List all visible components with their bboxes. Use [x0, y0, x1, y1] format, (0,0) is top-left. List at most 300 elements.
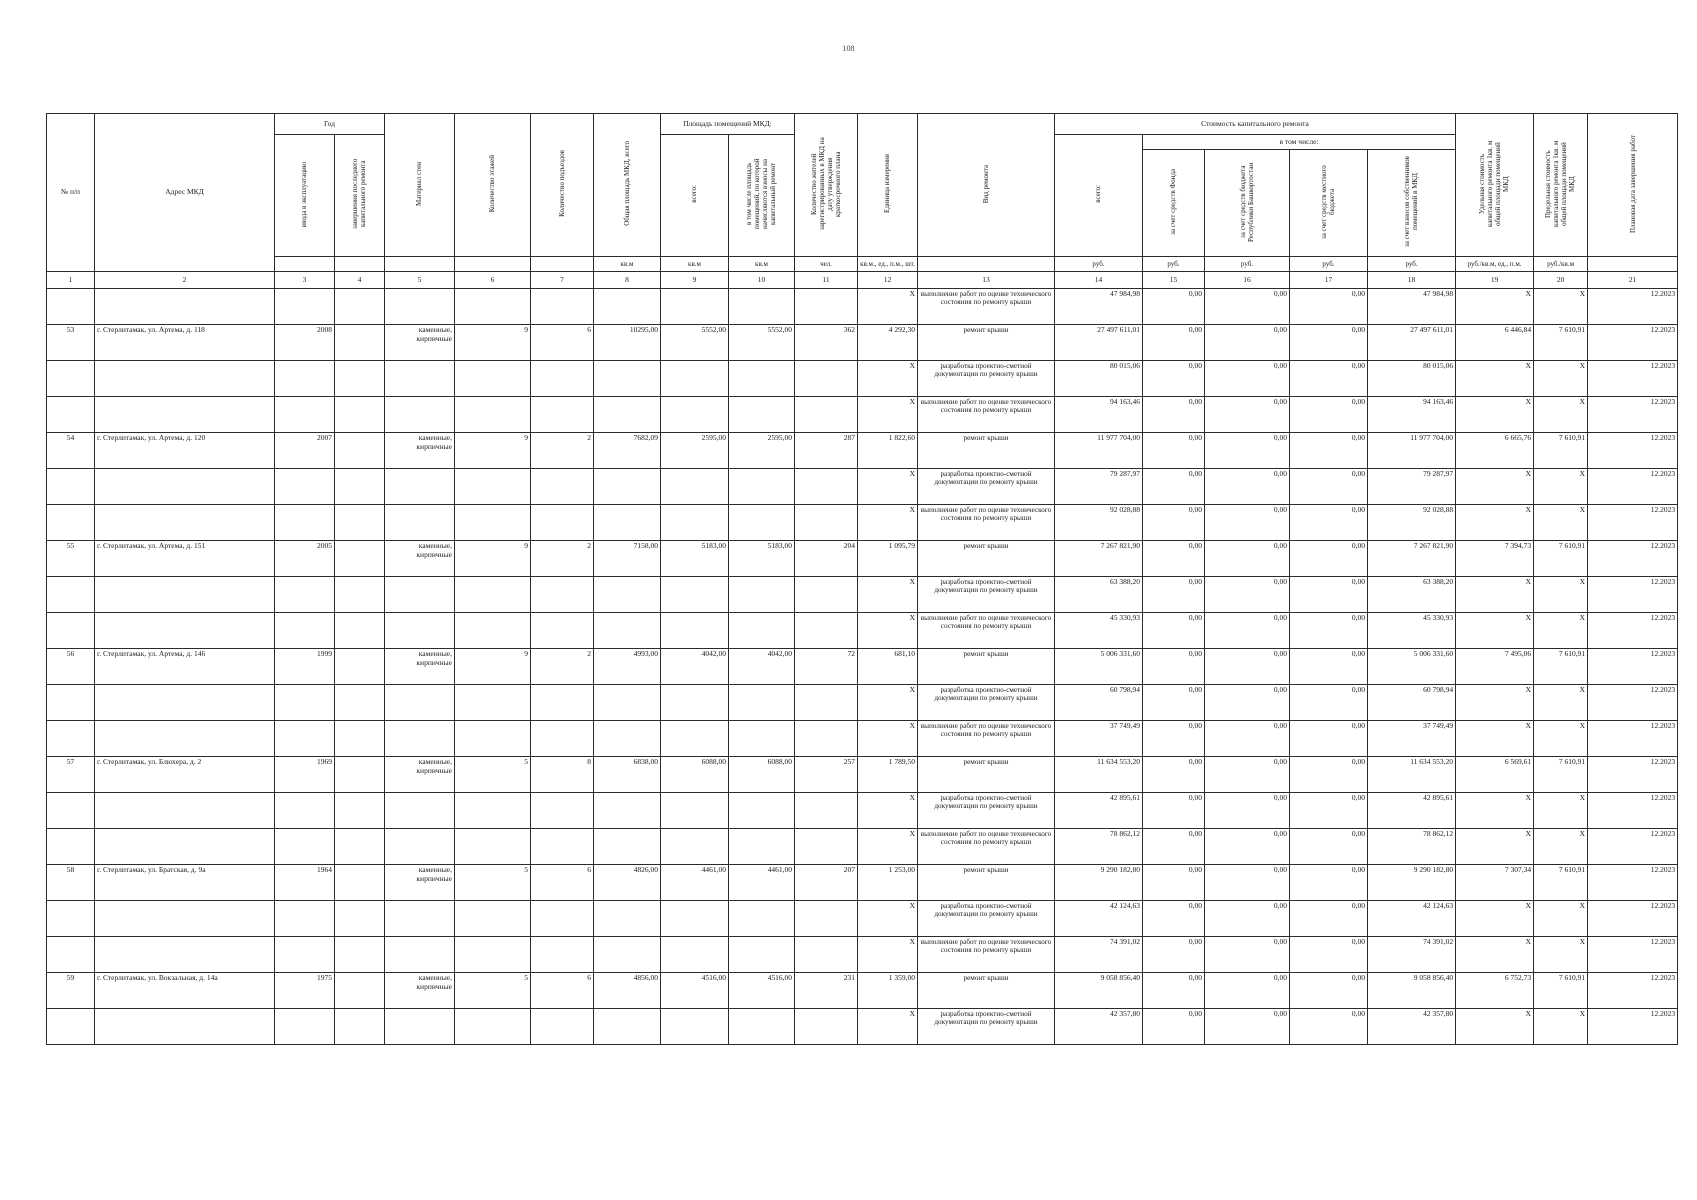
entrances-cell — [531, 505, 594, 541]
repair-type-cell: разработка проектно-сметной документации по ремонту крыши — [918, 685, 1055, 721]
area-contrib-cell — [729, 289, 795, 325]
max-cost-cell: X — [1534, 289, 1588, 325]
total-area-cell: 4856,00 — [594, 973, 661, 1009]
cost-local-cell: 0,00 — [1290, 721, 1368, 757]
wall-material-cell — [385, 289, 455, 325]
area-total-cell: 4516,00 — [661, 973, 729, 1009]
cost-owners-cell: 47 984,98 — [1368, 289, 1456, 325]
unit-value-cell: X — [858, 1009, 918, 1045]
wall-material-cell — [385, 577, 455, 613]
cost-republic-cell: 0,00 — [1205, 541, 1290, 577]
column-number: 2 — [95, 272, 275, 289]
area-contrib-cell — [729, 577, 795, 613]
area-total-cell — [661, 613, 729, 649]
entrances-cell — [531, 577, 594, 613]
unit-value-cell: X — [858, 937, 918, 973]
cost-owners-cell: 42 357,80 — [1368, 1009, 1456, 1045]
repair-type-cell: разработка проектно-сметной документации по ремонту крыши — [918, 901, 1055, 937]
cost-fund-cell: 0,00 — [1143, 721, 1205, 757]
floors-cell — [455, 505, 531, 541]
cost-fund-cell: 0,00 — [1143, 577, 1205, 613]
unit-value-cell: X — [858, 793, 918, 829]
cost-total-cell: 7 267 821,90 — [1055, 541, 1143, 577]
header-unit-cost: Удельная стоимость капитального ремонта 1кв. м общей площади помещений МКД — [1456, 114, 1534, 257]
year-last-repair-cell — [335, 577, 385, 613]
header-cost-sub: в том числе: — [1143, 135, 1456, 150]
header-year-commissioned: ввода в эксплуатацию — [275, 135, 335, 257]
max-cost-cell: X — [1534, 469, 1588, 505]
cost-owners-cell: 9 058 856,40 — [1368, 973, 1456, 1009]
cost-total-cell: 78 862,12 — [1055, 829, 1143, 865]
header-row-number: № п/п — [47, 114, 95, 272]
cost-republic-cell: 0,00 — [1205, 865, 1290, 901]
year-last-repair-cell — [335, 505, 385, 541]
plan-date-cell: 12.2023 — [1588, 577, 1678, 613]
total-area-cell — [594, 937, 661, 973]
repair-type-cell: ремонт крыши — [918, 865, 1055, 901]
header-plan-date: Плановая дата завершения работ — [1588, 114, 1678, 257]
floors-cell — [455, 937, 531, 973]
address-cell — [95, 829, 275, 865]
unit-value-cell: 1 822,60 — [858, 433, 918, 469]
table-row — [47, 397, 1678, 433]
entrances-cell — [531, 469, 594, 505]
unit-value-cell: X — [858, 721, 918, 757]
area-total-cell: 6088,00 — [661, 757, 729, 793]
cost-republic-cell: 0,00 — [1205, 577, 1290, 613]
table-row — [47, 1009, 1678, 1045]
area-total-cell — [661, 721, 729, 757]
unit-cost-cell: X — [1456, 829, 1534, 865]
floors-cell — [455, 289, 531, 325]
year-commissioned-cell: 1964 — [275, 865, 335, 901]
address-cell — [95, 721, 275, 757]
cost-total-cell: 74 391,02 — [1055, 937, 1143, 973]
table-header — [47, 114, 1678, 289]
cost-local-cell: 0,00 — [1290, 469, 1368, 505]
plan-date-cell: 12.2023 — [1588, 541, 1678, 577]
cost-local-cell: 0,00 — [1290, 325, 1368, 361]
total-area-cell: 6838,00 — [594, 757, 661, 793]
plan-date-cell: 12.2023 — [1588, 649, 1678, 685]
max-cost-cell: X — [1534, 577, 1588, 613]
unit-value-cell: X — [858, 901, 918, 937]
cost-fund-cell: 0,00 — [1143, 289, 1205, 325]
cost-local-cell: 0,00 — [1290, 577, 1368, 613]
total-area-cell: 7158,00 — [594, 541, 661, 577]
area-total-cell — [661, 1009, 729, 1045]
residents-cell: 287 — [795, 433, 858, 469]
unit-cost-cell: X — [1456, 613, 1534, 649]
cost-owners-cell: 11 977 704,00 — [1368, 433, 1456, 469]
unit-cost-cell: 7 495,06 — [1456, 649, 1534, 685]
plan-date-cell: 12.2023 — [1588, 469, 1678, 505]
max-cost-cell: 7 610,91 — [1534, 865, 1588, 901]
entrances-cell — [531, 289, 594, 325]
plan-date-cell: 12.2023 — [1588, 1009, 1678, 1045]
address-cell — [95, 361, 275, 397]
cost-owners-cell: 42 124,63 — [1368, 901, 1456, 937]
cost-local-cell: 0,00 — [1290, 433, 1368, 469]
cost-local-cell: 0,00 — [1290, 1009, 1368, 1045]
unit-cost-cell: X — [1456, 721, 1534, 757]
year-commissioned-cell: 1975 — [275, 973, 335, 1009]
unit-cost-cell: X — [1456, 577, 1534, 613]
cost-local-cell: 0,00 — [1290, 829, 1368, 865]
max-cost-cell: X — [1534, 685, 1588, 721]
unit-cost-cell: 6 752,73 — [1456, 973, 1534, 1009]
year-last-repair-cell — [335, 1009, 385, 1045]
cost-owners-cell: 60 798,94 — [1368, 685, 1456, 721]
cost-fund-cell: 0,00 — [1143, 433, 1205, 469]
max-cost-cell: X — [1534, 793, 1588, 829]
unit-cell — [335, 257, 385, 272]
cost-fund-cell: 0,00 — [1143, 361, 1205, 397]
row-number-cell — [47, 397, 95, 433]
residents-cell — [795, 469, 858, 505]
wall-material-cell — [385, 901, 455, 937]
cost-owners-cell: 42 895,61 — [1368, 793, 1456, 829]
max-cost-cell: X — [1534, 721, 1588, 757]
year-commissioned-cell — [275, 829, 335, 865]
residents-cell — [795, 613, 858, 649]
unit-value-cell: X — [858, 577, 918, 613]
year-last-repair-cell — [335, 829, 385, 865]
area-contrib-cell — [729, 721, 795, 757]
cost-republic-cell: 0,00 — [1205, 973, 1290, 1009]
unit-value-cell: 681,10 — [858, 649, 918, 685]
floors-cell: 9 — [455, 433, 531, 469]
column-number: 20 — [1534, 272, 1588, 289]
wall-material-cell: каменные, кирпичные — [385, 649, 455, 685]
floors-cell — [455, 1009, 531, 1045]
cost-total-cell: 45 330,93 — [1055, 613, 1143, 649]
entrances-cell: 6 — [531, 865, 594, 901]
year-last-repair-cell — [335, 397, 385, 433]
cost-republic-cell: 0,00 — [1205, 469, 1290, 505]
wall-material-cell — [385, 793, 455, 829]
floors-cell — [455, 577, 531, 613]
unit-value-cell: X — [858, 469, 918, 505]
cost-local-cell: 0,00 — [1290, 865, 1368, 901]
table-row — [47, 649, 1678, 685]
repair-type-cell: ремонт крыши — [918, 649, 1055, 685]
header-address: Адрес МКД — [95, 114, 275, 272]
plan-date-cell: 12.2023 — [1588, 505, 1678, 541]
table-row — [47, 433, 1678, 469]
column-number: 15 — [1143, 272, 1205, 289]
wall-material-cell — [385, 1009, 455, 1045]
max-cost-cell: 7 610,91 — [1534, 757, 1588, 793]
year-last-repair-cell — [335, 865, 385, 901]
row-number-cell: 57 — [47, 757, 95, 793]
year-commissioned-cell: 2008 — [275, 325, 335, 361]
column-number: 5 — [385, 272, 455, 289]
max-cost-cell: X — [1534, 937, 1588, 973]
header-residents: Количество жителей зарегистрированных в МКД на дату утверждения краткосрочного плана — [795, 114, 858, 257]
cost-local-cell: 0,00 — [1290, 793, 1368, 829]
table-row — [47, 577, 1678, 613]
table-row — [47, 541, 1678, 577]
area-contrib-cell — [729, 793, 795, 829]
cost-total-cell: 11 977 704,00 — [1055, 433, 1143, 469]
cost-total-cell: 9 058 856,40 — [1055, 973, 1143, 1009]
row-number-cell — [47, 289, 95, 325]
row-number-cell — [47, 613, 95, 649]
year-last-repair-cell — [335, 541, 385, 577]
area-contrib-cell: 4042,00 — [729, 649, 795, 685]
table-row — [47, 829, 1678, 865]
unit-value-cell: X — [858, 829, 918, 865]
floors-cell — [455, 361, 531, 397]
header-year-last-repair: завершения последнего капитального ремонта — [335, 135, 385, 257]
year-commissioned-cell: 1999 — [275, 649, 335, 685]
header-floors: Количество этажей — [455, 114, 531, 257]
unit-cell — [1588, 257, 1678, 272]
year-commissioned-cell — [275, 937, 335, 973]
cost-owners-cell: 5 006 331,60 — [1368, 649, 1456, 685]
cost-local-cell: 0,00 — [1290, 649, 1368, 685]
year-last-repair-cell — [335, 793, 385, 829]
repair-type-cell: выполнение работ по оценке технического состояния по ремонту крыши — [918, 613, 1055, 649]
unit-cost-cell: 7 394,73 — [1456, 541, 1534, 577]
unit-cell: руб. — [1290, 257, 1368, 272]
cost-total-cell: 60 798,94 — [1055, 685, 1143, 721]
residents-cell: 362 — [795, 325, 858, 361]
cost-local-cell: 0,00 — [1290, 973, 1368, 1009]
residents-cell — [795, 685, 858, 721]
area-total-cell — [661, 577, 729, 613]
unit-cost-cell: X — [1456, 685, 1534, 721]
cost-fund-cell: 0,00 — [1143, 325, 1205, 361]
year-commissioned-cell — [275, 289, 335, 325]
plan-date-cell: 12.2023 — [1588, 865, 1678, 901]
address-cell: г. Стерлитамак, ул. Артема, д. 120 — [95, 433, 275, 469]
area-total-cell — [661, 505, 729, 541]
address-cell: г. Стерлитамак, ул. Артема, д. 118 — [95, 325, 275, 361]
header-unit: Единица измерения — [858, 114, 918, 257]
column-number: 1 — [47, 272, 95, 289]
cost-local-cell: 0,00 — [1290, 397, 1368, 433]
area-total-cell — [661, 685, 729, 721]
year-last-repair-cell — [335, 757, 385, 793]
unit-cost-cell: 6 569,61 — [1456, 757, 1534, 793]
address-cell: г. Стерлитамак, ул. Вокзальная, д. 14а — [95, 973, 275, 1009]
cost-republic-cell: 0,00 — [1205, 685, 1290, 721]
cost-republic-cell: 0,00 — [1205, 325, 1290, 361]
header-cost-total: всего: — [1055, 135, 1143, 257]
year-last-repair-cell — [335, 721, 385, 757]
header-area-group: Площадь помещений МКД: — [661, 114, 795, 135]
max-cost-cell: X — [1534, 361, 1588, 397]
residents-cell — [795, 577, 858, 613]
residents-cell: 72 — [795, 649, 858, 685]
year-commissioned-cell: 1969 — [275, 757, 335, 793]
cost-fund-cell: 0,00 — [1143, 829, 1205, 865]
cost-owners-cell: 78 862,12 — [1368, 829, 1456, 865]
year-commissioned-cell — [275, 1009, 335, 1045]
year-commissioned-cell — [275, 469, 335, 505]
cost-owners-cell: 92 028,88 — [1368, 505, 1456, 541]
area-contrib-cell: 5183,00 — [729, 541, 795, 577]
cost-local-cell: 0,00 — [1290, 757, 1368, 793]
total-area-cell — [594, 793, 661, 829]
year-commissioned-cell: 2005 — [275, 541, 335, 577]
residents-cell — [795, 397, 858, 433]
plan-date-cell: 12.2023 — [1588, 973, 1678, 1009]
total-area-cell — [594, 397, 661, 433]
floors-cell: 5 — [455, 865, 531, 901]
max-cost-cell: X — [1534, 397, 1588, 433]
unit-cost-cell: X — [1456, 901, 1534, 937]
floors-cell: 9 — [455, 649, 531, 685]
cost-total-cell: 9 290 182,80 — [1055, 865, 1143, 901]
cost-local-cell: 0,00 — [1290, 289, 1368, 325]
address-cell — [95, 577, 275, 613]
floors-cell: 5 — [455, 757, 531, 793]
header-total-area: Общая площадь МКД, всего — [594, 114, 661, 257]
entrances-cell: 2 — [531, 541, 594, 577]
repair-type-cell: выполнение работ по оценке технического состояния по ремонту крыши — [918, 289, 1055, 325]
unit-cost-cell: X — [1456, 1009, 1534, 1045]
repair-type-cell: ремонт крыши — [918, 325, 1055, 361]
max-cost-cell: X — [1534, 829, 1588, 865]
cost-total-cell: 63 388,20 — [1055, 577, 1143, 613]
table-row — [47, 289, 1678, 325]
area-total-cell: 5552,00 — [661, 325, 729, 361]
column-number: 3 — [275, 272, 335, 289]
unit-value-cell: 1 253,00 — [858, 865, 918, 901]
entrances-cell — [531, 901, 594, 937]
max-cost-cell: 7 610,91 — [1534, 649, 1588, 685]
header-cost-group: Стоимость капитального ремонта — [1055, 114, 1456, 135]
row-number-cell — [47, 1009, 95, 1045]
year-last-repair-cell — [335, 937, 385, 973]
header-repair-type: Вид ремонта — [918, 114, 1055, 257]
table-row — [47, 865, 1678, 901]
header-entrances: Количество подъездов — [531, 114, 594, 257]
unit-cell — [385, 257, 455, 272]
area-contrib-cell — [729, 469, 795, 505]
max-cost-cell: 7 610,91 — [1534, 973, 1588, 1009]
row-number-cell — [47, 505, 95, 541]
cost-local-cell: 0,00 — [1290, 613, 1368, 649]
max-cost-cell: X — [1534, 901, 1588, 937]
table-body — [47, 289, 1678, 1045]
row-number-cell: 58 — [47, 865, 95, 901]
table-row — [47, 361, 1678, 397]
column-number: 9 — [661, 272, 729, 289]
entrances-cell — [531, 361, 594, 397]
year-last-repair-cell — [335, 289, 385, 325]
residents-cell — [795, 505, 858, 541]
year-commissioned-cell — [275, 685, 335, 721]
cost-fund-cell: 0,00 — [1143, 685, 1205, 721]
cost-local-cell: 0,00 — [1290, 541, 1368, 577]
wall-material-cell: каменные, кирпичные — [385, 325, 455, 361]
wall-material-cell — [385, 505, 455, 541]
cost-total-cell: 5 006 331,60 — [1055, 649, 1143, 685]
area-contrib-cell: 4461,00 — [729, 865, 795, 901]
area-contrib-cell — [729, 829, 795, 865]
repair-type-cell: разработка проектно-сметной документации по ремонту крыши — [918, 361, 1055, 397]
row-number-cell — [47, 937, 95, 973]
cost-fund-cell: 0,00 — [1143, 613, 1205, 649]
total-area-cell — [594, 505, 661, 541]
unit-cell — [455, 257, 531, 272]
column-number: 19 — [1456, 272, 1534, 289]
area-contrib-cell — [729, 361, 795, 397]
total-area-cell — [594, 613, 661, 649]
plan-date-cell: 12.2023 — [1588, 325, 1678, 361]
wall-material-cell — [385, 613, 455, 649]
entrances-cell — [531, 793, 594, 829]
column-number: 11 — [795, 272, 858, 289]
cost-fund-cell: 0,00 — [1143, 649, 1205, 685]
cost-owners-cell: 37 749,49 — [1368, 721, 1456, 757]
repair-type-cell: ремонт крыши — [918, 541, 1055, 577]
area-contrib-cell: 2595,00 — [729, 433, 795, 469]
year-last-repair-cell — [335, 901, 385, 937]
residents-cell — [795, 937, 858, 973]
area-contrib-cell — [729, 613, 795, 649]
entrances-cell — [531, 829, 594, 865]
table-row — [47, 973, 1678, 1009]
area-contrib-cell — [729, 1009, 795, 1045]
address-cell — [95, 901, 275, 937]
residents-cell — [795, 901, 858, 937]
unit-cell: руб. — [1205, 257, 1290, 272]
address-cell: г. Стерлитамак, ул. Артема, д. 151 — [95, 541, 275, 577]
row-number-cell — [47, 901, 95, 937]
area-total-cell: 5183,00 — [661, 541, 729, 577]
address-cell — [95, 685, 275, 721]
plan-date-cell: 12.2023 — [1588, 937, 1678, 973]
cost-fund-cell: 0,00 — [1143, 505, 1205, 541]
unit-cell: чел. — [795, 257, 858, 272]
unit-cell: руб. — [1055, 257, 1143, 272]
address-cell — [95, 397, 275, 433]
total-area-cell — [594, 901, 661, 937]
repair-type-cell: разработка проектно-сметной документации по ремонту крыши — [918, 577, 1055, 613]
residents-cell: 207 — [795, 865, 858, 901]
year-commissioned-cell — [275, 361, 335, 397]
unit-value-cell: 1 789,50 — [858, 757, 918, 793]
row-number-cell: 56 — [47, 649, 95, 685]
unit-cell — [275, 257, 335, 272]
residents-cell — [795, 361, 858, 397]
max-cost-cell: 7 610,91 — [1534, 325, 1588, 361]
repair-type-cell: выполнение работ по оценке технического состояния по ремонту крыши — [918, 937, 1055, 973]
cost-republic-cell: 0,00 — [1205, 505, 1290, 541]
table-row — [47, 937, 1678, 973]
wall-material-cell: каменные, кирпичные — [385, 433, 455, 469]
year-last-repair-cell — [335, 433, 385, 469]
repair-type-cell: разработка проектно-сметной документации по ремонту крыши — [918, 793, 1055, 829]
total-area-cell — [594, 577, 661, 613]
address-cell — [95, 1009, 275, 1045]
unit-cell: руб. — [1368, 257, 1456, 272]
total-area-cell: 4826,00 — [594, 865, 661, 901]
row-number-cell: 55 — [47, 541, 95, 577]
unit-cell: руб. — [1143, 257, 1205, 272]
unit-value-cell: 1 095,79 — [858, 541, 918, 577]
floors-cell: 9 — [455, 541, 531, 577]
max-cost-cell: 7 610,91 — [1534, 541, 1588, 577]
table-row — [47, 721, 1678, 757]
total-area-cell: 7682,09 — [594, 433, 661, 469]
address-cell — [95, 937, 275, 973]
